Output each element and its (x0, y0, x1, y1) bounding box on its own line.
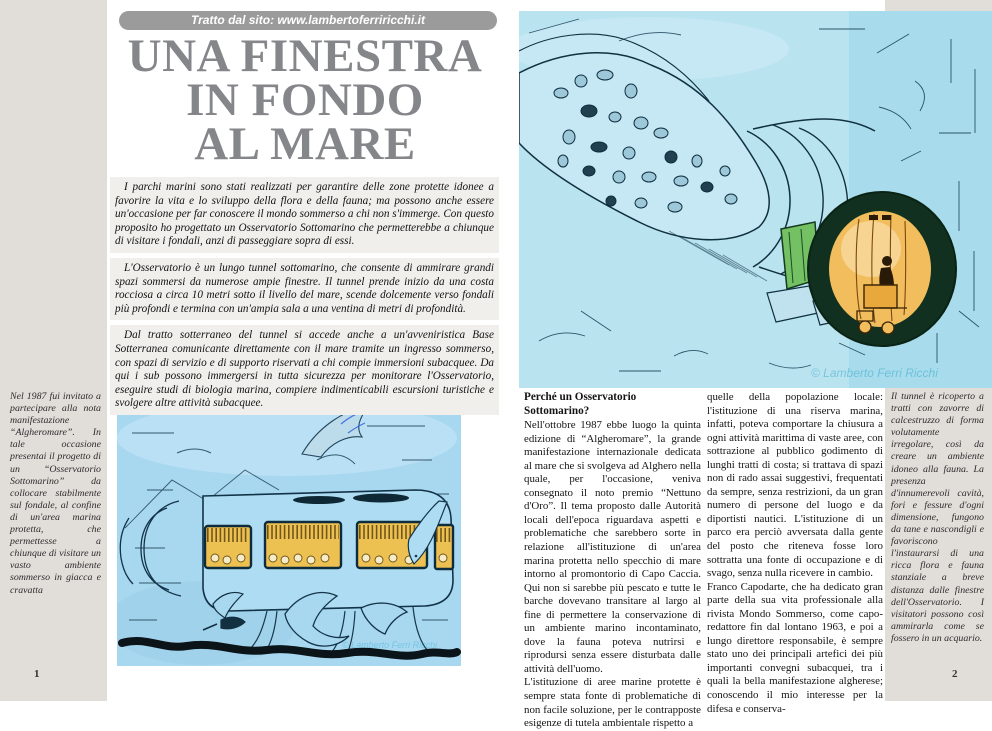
left-sidebar-note: Nel 1987 fui invitato a partecipare alla nota manifestazione “Algheromare”. In tale occasione presentai il progetto di un “Osservatorio Sottomarino” da collocare stabilmente sul fondale, al confine di un'area marina protetta, che permettesse a chiunque di visitare un vasto ambiente sommerso in giacca e cravatta (10, 391, 101, 596)
title-line-1: UNA FINESTRA (127, 30, 483, 82)
intro-paragraph: I parchi marini sono stati realizzati per garantire delle zone protette idonee a favorire la vita e lo sviluppo della flora e della fauna; ma possono anche essere un'occasione per far conoscere il mondo sommerso a chi non s'immerge. Con questo proposito ho progettato un Osservatorio Sottomarino che permetterebbe a chiunque di visitare i fondali, anzi di passeggiare sopra di essi. (110, 177, 499, 253)
intro-paragraphs (110, 177, 499, 420)
column2-paragraph: Franco Capodarte, che ha dedicato gran parte della sua vita professionale alla rivista Mondo Sommerso, come capo-redattore fin dal lontano 1963, e poi a lungo direttore responsabile, è sempre stato uno dei principali artefici dei più importanti convegni subacquei, tra i quali la bella manifestazione algherese; conoscendo il mio interesse per la difesa e conserva- (707, 580, 883, 715)
article-column-1 (524, 391, 701, 731)
watermark-text: © Lamberto Ferri Ricchi (811, 366, 938, 380)
observatory-side-view-drawing (117, 398, 461, 666)
column2-paragraph: quelle della popolazione locale: l'istituzione di una riserva marina, infatti, poteva comportare la chiusura a ogni attività marittima di vaste aree, con sottrazione al pubblico godimento di lunghi tratti di costa; si trattava di spazi non di rado assai suggestivi, frequentati da sempre, senza restrizioni, da un gran numero di persone del luogo e da diportisti nautici. L'istituzione di un parco era perciò avversata dalla gente del posto che riteneva fosse loro sottratta una fonte di occupazione e di svago, senza nulla ricevere in cambio. (707, 391, 883, 580)
right-sidebar-note: Il tunnel è ricoperto a tratti con zavorre di calcestruzzo di forma volutamente irregolare, così da creare un ambiente idoneo alla fauna. La presenza d'innumerevoli cavità, fori e fessure d'ogni dimensione, fungono da tane e nascondigli e favoriscono l'instaurarsi di una ricca flora e fauna stanziale a breve distanza dalle finestre dell'Osservatorio. I visitatori possono così ammirarla come se fossero in un acquario. (891, 391, 984, 644)
article-column-2 (707, 391, 883, 716)
intro-paragraph: L'Osservatorio è un lungo tunnel sottomarino, che consente di ammirare grandi spazi sommersi da numerose ampie finestre. Il tunnel prende inizio da una costa rocciosa a circa 10 metri sotto il livello del mare, scende dolcemente verso fondali più profondi e termina con un'ampia sala a una ventina di metri di profondità. (110, 258, 499, 320)
column1-paragraph: Nell'ottobre 1987 ebbe luogo la quinta edizione di “Algheromare”, la grande manifestazione internazionale dedicata al mare che si svolgeva ad Alghero nella quale, per l'occasione, veniva consegnato il noto premio “Nettuno d'Oro”. Il tema proposto dalle Autorità locali dell'epoca riguardava aspetti e problematiche che sarebbero sorte in relazione all'istituzione di un'area marina protetta nello specchio di mare intorno al promontorio di Capo Caccia. Qui non si sarebbe più pescato e tutte le barche dovevano transitare al largo al fine di permettere la conservazione di un ambiente marino incontaminato, dove la fauna poteva nutrirsi e riprodursi senza essere disturbata dalle attività dell'uomo. (524, 419, 701, 675)
observatory-side-view-illustration (117, 398, 461, 666)
title-line-3: AL MARE (194, 118, 416, 170)
column1-paragraph: L'istituzione di aree marine protette è sempre stata fonte di problematiche di non facile soluzione, per le contrapposte esigenze di tutela ambientale rispetto a (524, 676, 701, 730)
watermark-text: © Lamberto Ferri Ricchi (342, 640, 438, 650)
page-number-right: 2 (952, 668, 958, 680)
intro-paragraph: Dal tratto sotterraneo del tunnel si accede anche a un'avveniristica Base Sotterranea comunicante direttamente con il mare tramite un ingresso sommerso, con spazi di servizio e di supporto riservati a chi compie immersioni subacquee. Da qui i sub possono immergersi in tutta sicurezza per monitorare l'Osservatorio, eseguire studi di biologia marina, compiere indimenticabili escursioni turistiche e svolgere altre attività subacquee. (110, 325, 499, 415)
article-title (107, 30, 503, 170)
section-heading: Perché un Osservatorio Sottomarino? (524, 391, 637, 417)
site-banner: Tratto dal sito: www.lambertoferriricchi.it (119, 11, 497, 30)
tunnel-porthole-illustration (519, 11, 992, 388)
title-line-2: IN FONDO (186, 74, 424, 126)
page-number-left: 1 (34, 668, 40, 680)
tunnel-porthole-drawing (519, 11, 992, 388)
